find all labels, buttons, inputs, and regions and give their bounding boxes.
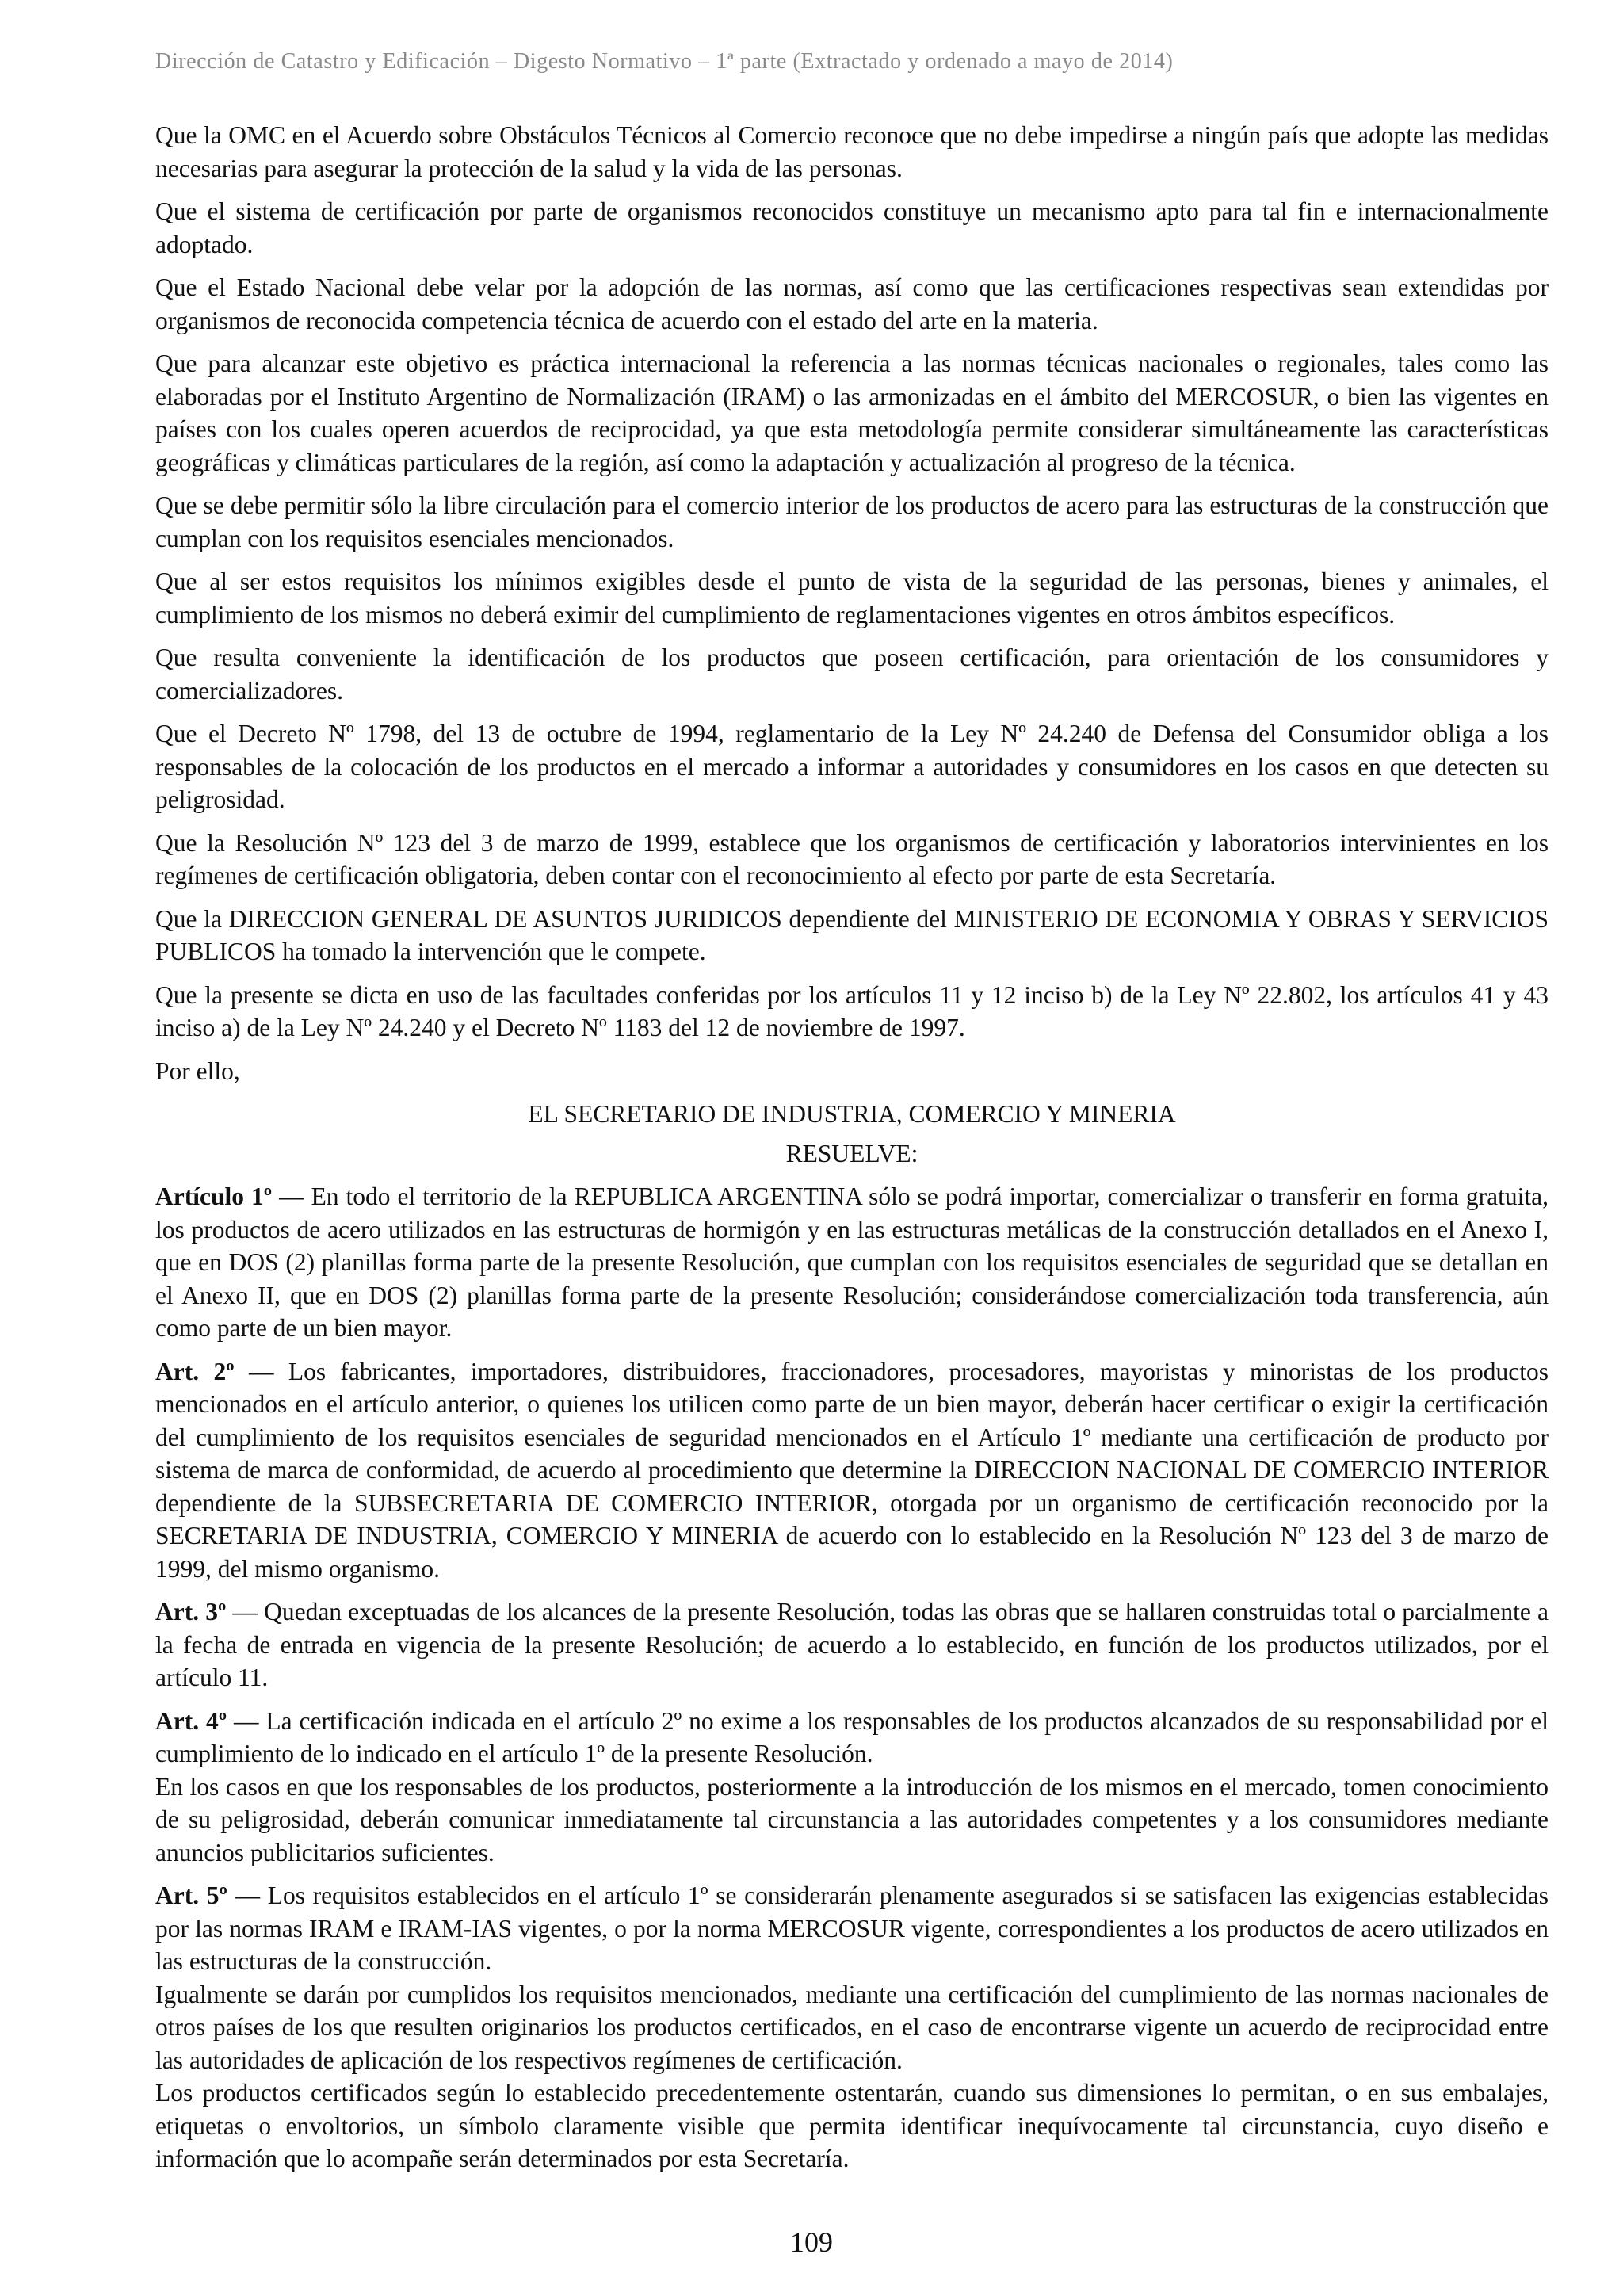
paragraph: Que se debe permitir sólo la libre circulación para el comercio interior de los productos de acero para las estructuras de la construcción que cumplan con los requisitos esenciales mencionados. [155, 491, 1549, 552]
considerandos [155, 119, 1549, 1087]
paragraph: Que al ser estos requisitos los mínimos exigibles desde el punto de vista de la seguridad de las personas, bienes y animales, el cumplimiento de los mismos no deberá eximir del cumplimiento de reglamentaciones vigentes en otros ámbitos específicos. [155, 567, 1549, 628]
article-4 [155, 1705, 1549, 1771]
resolution-subheading: RESUELVE: [785, 1139, 918, 1167]
article-5 [155, 1879, 1549, 1978]
article-label: Art. 3º [155, 1598, 227, 1626]
article-text: — En todo el territorio de la REPUBLICA ARGENTINA sólo se podrá importar, comercializar o transferir en forma gratuita, los productos de acero utilizados en las estructuras de hormigón y en las estructuras metálicas de la construcción detallados en el Anexo I, que en DOS (2) planillas forma parte de la presente Resolución, que cumplan con los requisitos esenciales de seguridad que se detallan en el Anexo II, que en DOS (2) planillas forma parte de la presente Resolución; considerándose comercialización toda transferencia, aún como parte de un bien mayor. [155, 1182, 1549, 1342]
paragraph: Que la presente se dicta en uso de las facultades conferidas por los artículos 11 y 12 inciso b) de la Ley Nº 22.802, los artículos 41 y 43 inciso a) de la Ley Nº 24.240 y el Decreto Nº 1183 del 12 de noviembre de 1997. [155, 980, 1549, 1041]
paragraph: Que el Estado Nacional debe velar por la adopción de las normas, así como que las certificaciones respectivas sean extendidas por organismos de reconocida competencia técnica de acuerdo con el estado del arte en la materia. [155, 273, 1549, 334]
running-header: Dirección de Catastro y Edificación – Digesto Normativo – 1ª parte (Extractado y ordenado a mayo de 2014) [155, 49, 1174, 74]
paragraph: Que el Decreto Nº 1798, del 13 de octubre de 1994, reglamentario de la Ley Nº 24.240 de Defensa del Consumidor obliga a los responsables de la colocación de los productos en el mercado a informar a autoridades y consumidores en los casos en que detecten su peligrosidad. [155, 720, 1549, 813]
article-label: Art. 5º [155, 1881, 227, 1909]
articles [155, 1180, 1549, 2176]
article-continuation: Los productos certificados según lo establecido precedentemente ostentarán, cuando sus dimensiones lo permitan, o en sus embalajes, etiquetas o envoltorios, un símbolo claramente visible que permita identificar inequívocamente tal circunstancia, cuyo diseño e información que lo acompañe serán determinados por esta Secretaría. [155, 2079, 1549, 2172]
article-2 [155, 1355, 1549, 1586]
article-text: — Quedan exceptuadas de los alcances de la presente Resolución, todas las obras que se hallaren construidas total o parcialmente a la fecha de entrada en vigencia de la presente Resolución; de acuerdo a lo establecido, en función de los productos utilizados, por el artículo 11. [155, 1598, 1549, 1691]
article-1 [155, 1180, 1549, 1345]
article-continuation: En los casos en que los responsables de los productos, posteriormente a la introducción de los mismos en el mercado, tomen conocimiento de su peligrosidad, deberán comunicar inmediatamente tal circunstancia a las autoridades competentes y a los consumidores mediante anuncios publicitarios suficientes. [155, 1772, 1549, 1866]
article-label: Art. 4º [155, 1706, 227, 1735]
article-label: Art. 2º [155, 1357, 235, 1385]
paragraph: Que el sistema de certificación por parte de organismos reconocidos constituye un mecanismo apto para tal fin e internacionalmente adoptado. [155, 197, 1549, 258]
article-continuation: Igualmente se darán por cumplidos los requisitos mencionados, mediante una certificación del cumplimiento de las normas nacionales de otros países de los que resulten originarios los productos certificados, en el caso de encontrarse vigente un acuerdo de reciprocidad entre las autoridades de aplicación de los respectivos regímenes de certificación. [155, 1980, 1549, 2074]
article-text: — Los requisitos establecidos en el artículo 1º se considerarán plenamente asegurados si se satisfacen las exigencias establecidas por las normas IRAM e IRAM-IAS vigentes, o por la norma MERCOSUR vigente, correspondientes a los productos de acero utilizados en las estructuras de la construcción. [155, 1881, 1549, 1975]
paragraph: Que para alcanzar este objetivo es práctica internacional la referencia a las normas técnicas nacionales o regionales, tales como las elaboradas por el Instituto Argentino de Normalización (IRAM) o las armonizadas en el ámbito del MERCOSUR, o bien las vigentes en países con los cuales operen acuerdos de reciprocidad, ya que esta metodología permite considerar simultáneamente las características geográficas y climáticas particulares de la región, así como la adaptación y actualización al progreso de la técnica. [155, 350, 1549, 476]
document-body [155, 119, 1549, 2186]
article-text: — Los fabricantes, importadores, distribuidores, fraccionadores, procesadores, mayoristas y minoristas de los productos mencionados en el artículo anterior, o quienes los utilicen como parte de un bien mayor, deberán hacer certificar o exigir la certificación del cumplimiento de los requisitos esenciales de seguridad mencionados en el Artículo 1º mediante una certificación de producto por sistema de marca de conformidad, de acuerdo al procedimiento que determine la DIRECCION NACIONAL DE COMERCIO INTERIOR dependiente de la SUBSECRETARIA DE COMERCIO INTERIOR, otorgada por un organismo de certificación reconocido por la SECRETARIA DE INDUSTRIA, COMERCIO Y MINERIA de acuerdo con lo establecido en la Resolución Nº 123 del 3 de marzo de 1999, del mismo organismo. [155, 1357, 1549, 1583]
article-3 [155, 1595, 1549, 1694]
page-number: 109 [790, 2226, 833, 2258]
article-label: Artículo 1º [155, 1182, 273, 1210]
paragraph: Que la DIRECCION GENERAL DE ASUNTOS JURIDICOS dependiente del MINISTERIO DE ECONOMIA Y OBRAS Y SERVICIOS PUBLICOS ha tomado la intervención que le compete. [155, 904, 1549, 965]
paragraph: Que la Resolución Nº 123 del 3 de marzo de 1999, establece que los organismos de certificación y laboratorios intervinientes en los regímenes de certificación obligatoria, deben contar con el reconocimiento al efecto por parte de esta Secretaría. [155, 828, 1549, 889]
paragraph: Por ello, [155, 1056, 240, 1085]
resolution-heading: EL SECRETARIO DE INDUSTRIA, COMERCIO Y MINERIA [528, 1100, 1176, 1128]
article-text: — La certificación indicada en el artículo 2º no exime a los responsables de los productos alcanzados de su responsabilidad por el cumplimiento de lo indicado en el artículo 1º de la presente Resolución. [155, 1706, 1549, 1767]
paragraph: Que la OMC en el Acuerdo sobre Obstáculos Técnicos al Comercio reconoce que no debe impedirse a ningún país que adopte las medidas necesarias para asegurar la protección de la salud y la vida de las personas. [155, 121, 1549, 182]
paragraph: Que resulta conveniente la identificación de los productos que poseen certificación, para orientación de los consumidores y comercializadores. [155, 644, 1549, 705]
